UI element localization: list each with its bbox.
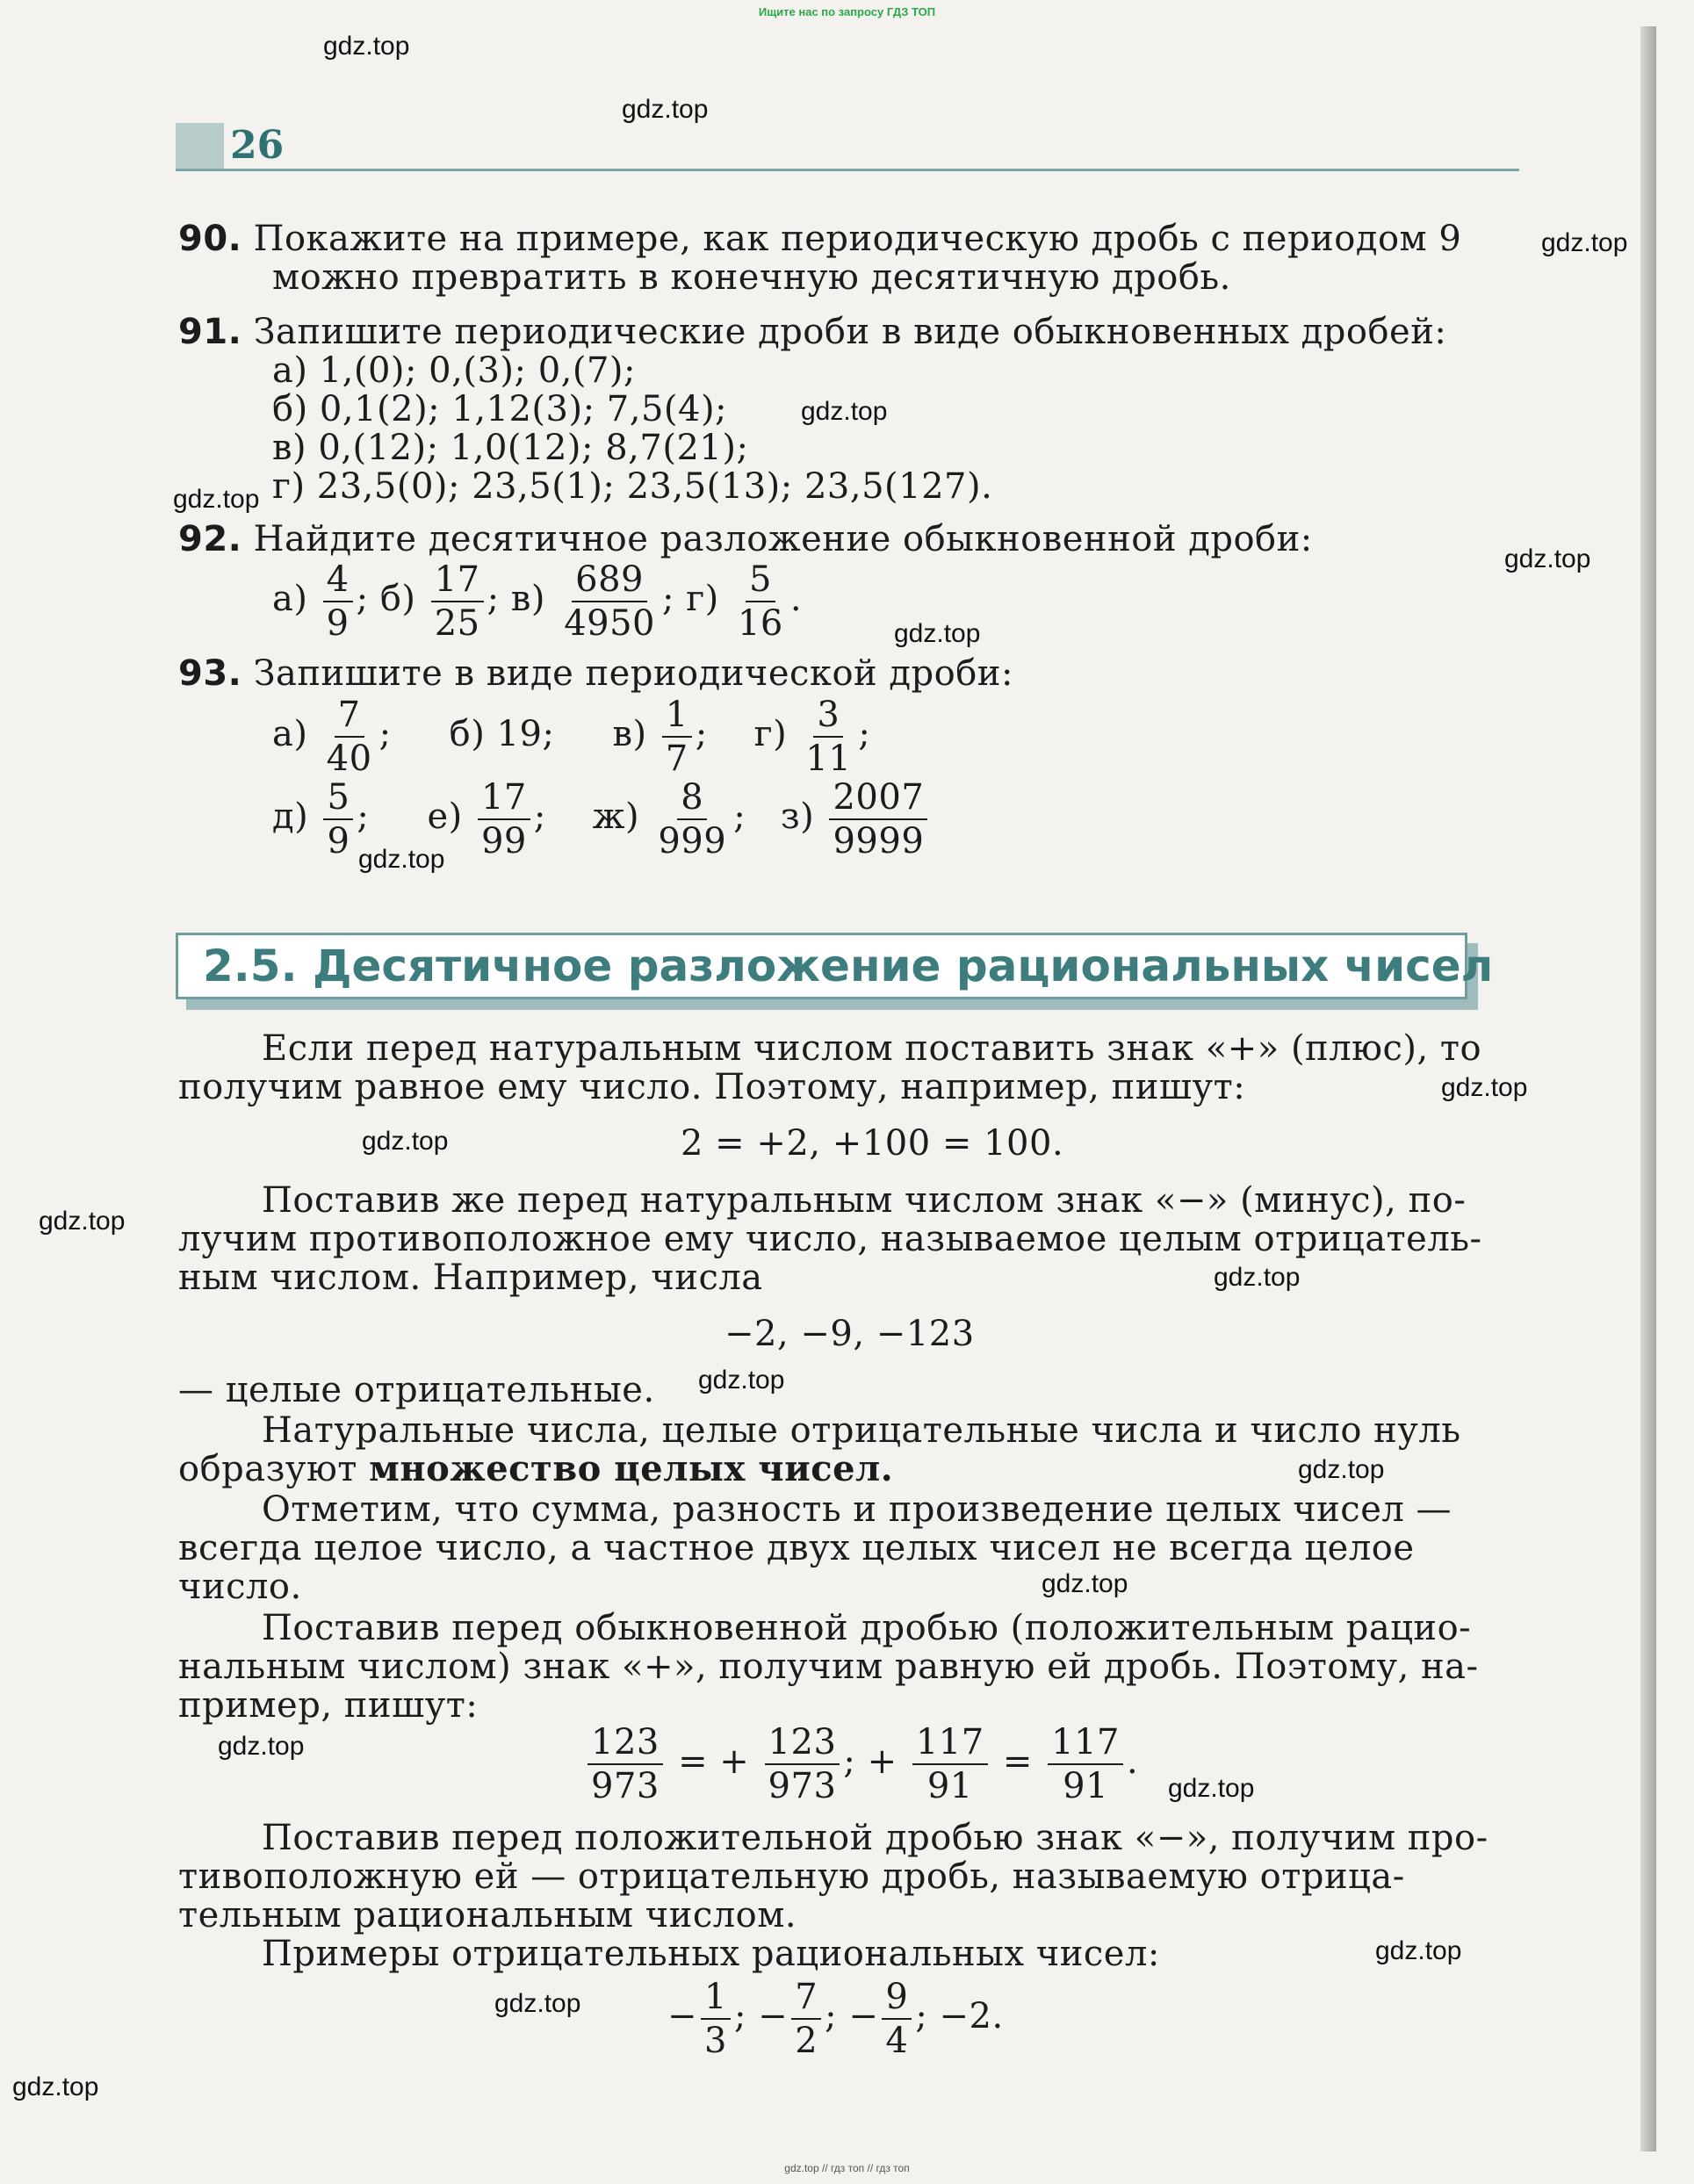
- exercise-92-line1: 92. Найдите десятичное разложение обыкновенной дроби:: [178, 519, 1313, 559]
- watermark: gdz.top: [801, 397, 888, 426]
- exercise-91-line1: 91. Запишите периодические дроби в виде обыкновенных дробей:: [178, 312, 1447, 352]
- paragraph-5-line3: пример, пишут:: [178, 1685, 479, 1726]
- paragraph-1-line2: получим равное ему число. Поэтому, например, пишут:: [178, 1067, 1246, 1107]
- fraction: $\frac{8}{999}$: [658, 777, 727, 861]
- watermark: gdz.top: [173, 485, 260, 514]
- exercise-93-row1: а) $\frac{7}{40}$ ; б) 19; в) $\frac{1}{7}$ ; г) $\frac{3}{11}$ ;: [272, 695, 871, 779]
- watermark: gdz.top: [1168, 1774, 1255, 1803]
- watermark: gdz.top: [323, 32, 410, 61]
- paragraph-2-line3: ным числом. Например, числа: [178, 1258, 763, 1298]
- paragraph-5-line1: Поставив перед обыкновенной дробью (положительным рацио-: [262, 1608, 1472, 1648]
- paragraph-6-line1: Поставив перед положительной дробью знак «−», получим про-: [262, 1818, 1489, 1858]
- paragraph-2-line4: — целые отрицательные.: [178, 1370, 655, 1410]
- watermark: gdz.top: [362, 1127, 449, 1156]
- fraction: $\frac{689}{4950}$: [564, 559, 655, 644]
- watermark: gdz.top: [1504, 544, 1591, 573]
- paragraph-4-line2: всегда целое число, а частное двух целых чисел не всегда целое: [178, 1528, 1415, 1568]
- fraction: $\frac{17}{99}$: [478, 776, 530, 862]
- exercise-92-fractions: а) $\frac{4}{9}$ ; б) $\frac{17}{25}$ ; в) $\frac{689}{4950}$ ; г) $\frac{5}{16}$ .: [272, 559, 803, 644]
- watermark: gdz.top: [12, 2072, 99, 2101]
- exercise-90-line2: можно превратить в конечную десятичную дробь.: [272, 257, 1231, 298]
- page-edge-shadow: [1640, 26, 1656, 2152]
- watermark: gdz.top: [1441, 1073, 1528, 1102]
- top-note: Ищите нас по запросу ГДЗ ТОП: [758, 5, 936, 18]
- watermark: gdz.top: [1541, 228, 1628, 257]
- fraction: $\frac{9}{4}$: [882, 1976, 912, 2062]
- fraction: $\frac{4}{9}$: [323, 559, 353, 645]
- equation-1: 2 = +2, +100 = 100.: [681, 1123, 1064, 1164]
- paragraph-4-line1: Отметим, что сумма, разность и произведение целых чисел —: [262, 1489, 1453, 1530]
- fraction: $\frac{7}{2}$: [791, 1976, 821, 2062]
- paragraph-2-line1: Поставив же перед натуральным числом знак «−» (минус), по-: [262, 1180, 1467, 1221]
- paragraph-2-line2: лучим противоположное ему число, называемое целым отрицатель-: [178, 1219, 1482, 1259]
- exercise-93-line1: 93. Запишите в виде периодической дроби:: [178, 653, 1013, 694]
- fraction: $\frac{3}{11}$: [805, 695, 852, 779]
- paragraph-3-line2: образуют множество целых чисел.: [178, 1448, 894, 1489]
- exercise-91-g: г) 23,5(0); 23,5(1); 23,5(13); 23,5(127).: [272, 466, 993, 507]
- paragraph-6-line2: тивоположную ей — отрицательную дробь, называемую отрица-: [178, 1856, 1405, 1897]
- section-header: [176, 933, 1494, 999]
- exercise-91-a: а) 1,(0); 0,(3); 0,(7);: [272, 350, 636, 391]
- watermark: gdz.top: [698, 1366, 785, 1395]
- fraction: $\frac{17}{25}$: [431, 559, 484, 645]
- watermark: gdz.top: [1298, 1455, 1385, 1484]
- watermark: gdz.top: [622, 95, 709, 124]
- watermark: gdz.top: [494, 1989, 581, 2018]
- watermark: gdz.top: [894, 619, 981, 648]
- paragraph-3-line1: Натуральные числа, целые отрицательные числа и число нуль: [262, 1410, 1461, 1451]
- fraction: $\frac{7}{40}$: [326, 695, 372, 779]
- fraction: $\frac{5}{16}$: [737, 559, 783, 644]
- exercise-93-number: 93.: [178, 653, 242, 694]
- fraction: $\frac{123}{973}$: [587, 1721, 663, 1807]
- exercise-92-number: 92.: [178, 519, 242, 559]
- equation-3: $\frac{123}{973}$ = + $\frac{123}{973}$ ; + $\frac{117}{91}$ = $\frac{117}{91}$ .: [584, 1721, 1138, 1807]
- watermark: gdz.top: [1214, 1263, 1301, 1292]
- exercise-90-line1: 90. Покажите на примере, как периодическую дробь с периодом 9: [178, 219, 1462, 259]
- fraction: $\frac{1}{3}$: [701, 1976, 731, 2062]
- exercise-91-b: б) 0,1(2); 1,12(3); 7,5(4);: [272, 389, 728, 429]
- paragraph-7-line1: Примеры отрицательных рациональных чисел:: [262, 1934, 1160, 1974]
- fraction: $\frac{5}{9}$: [323, 776, 353, 862]
- watermark: gdz.top: [1375, 1936, 1462, 1965]
- watermark: gdz.top: [39, 1207, 126, 1236]
- page-header: [176, 123, 1519, 171]
- bottom-note: gdz.top // гдз топ // гдз топ: [784, 2162, 910, 2174]
- watermark: gdz.top: [1042, 1569, 1128, 1598]
- term-integers: множество целых чисел.: [369, 1448, 894, 1489]
- fraction: $\frac{117}{91}$: [912, 1721, 988, 1807]
- paragraph-6-line3: тельным рациональным числом.: [178, 1895, 797, 1935]
- exercise-93-row2: д) $\frac{5}{9}$ ; е) $\frac{17}{99}$ ; ж) $\frac{8}{999}$ ; з) $\frac{2007}{9999}$: [272, 776, 931, 862]
- equation-2: −2, −9, −123: [724, 1314, 975, 1354]
- watermark: gdz.top: [358, 845, 445, 874]
- exercise-90-number: 90.: [178, 219, 242, 259]
- fraction: $\frac{1}{7}$: [662, 694, 692, 780]
- fraction: $\frac{123}{973}$: [765, 1721, 840, 1807]
- fraction: $\frac{2007}{9999}$: [829, 776, 927, 862]
- page-number: 26: [230, 123, 285, 168]
- exercise-91-v: в) 0,(12); 1,0(12); 8,7(21);: [272, 428, 749, 468]
- paragraph-5-line2: нальным числом) знак «+», получим равную ей дробь. Поэтому, на-: [178, 1647, 1479, 1687]
- exercise-91-number: 91.: [178, 312, 242, 352]
- header-band: [176, 123, 224, 171]
- section-title: 2.5. Десятичное разложение рациональных чисел: [203, 941, 1494, 991]
- equation-4: − $\frac{1}{3}$ ; − $\frac{7}{2}$ ; − $\frac{9}{4}$ ; −2.: [667, 1977, 1004, 2061]
- paragraph-1-line1: Если перед натуральным числом поставить знак «+» (плюс), то: [262, 1028, 1482, 1069]
- header-rule: [176, 169, 1519, 171]
- paragraph-4-line3: число.: [178, 1567, 302, 1607]
- fraction: $\frac{117}{91}$: [1048, 1721, 1123, 1807]
- watermark: gdz.top: [218, 1732, 305, 1761]
